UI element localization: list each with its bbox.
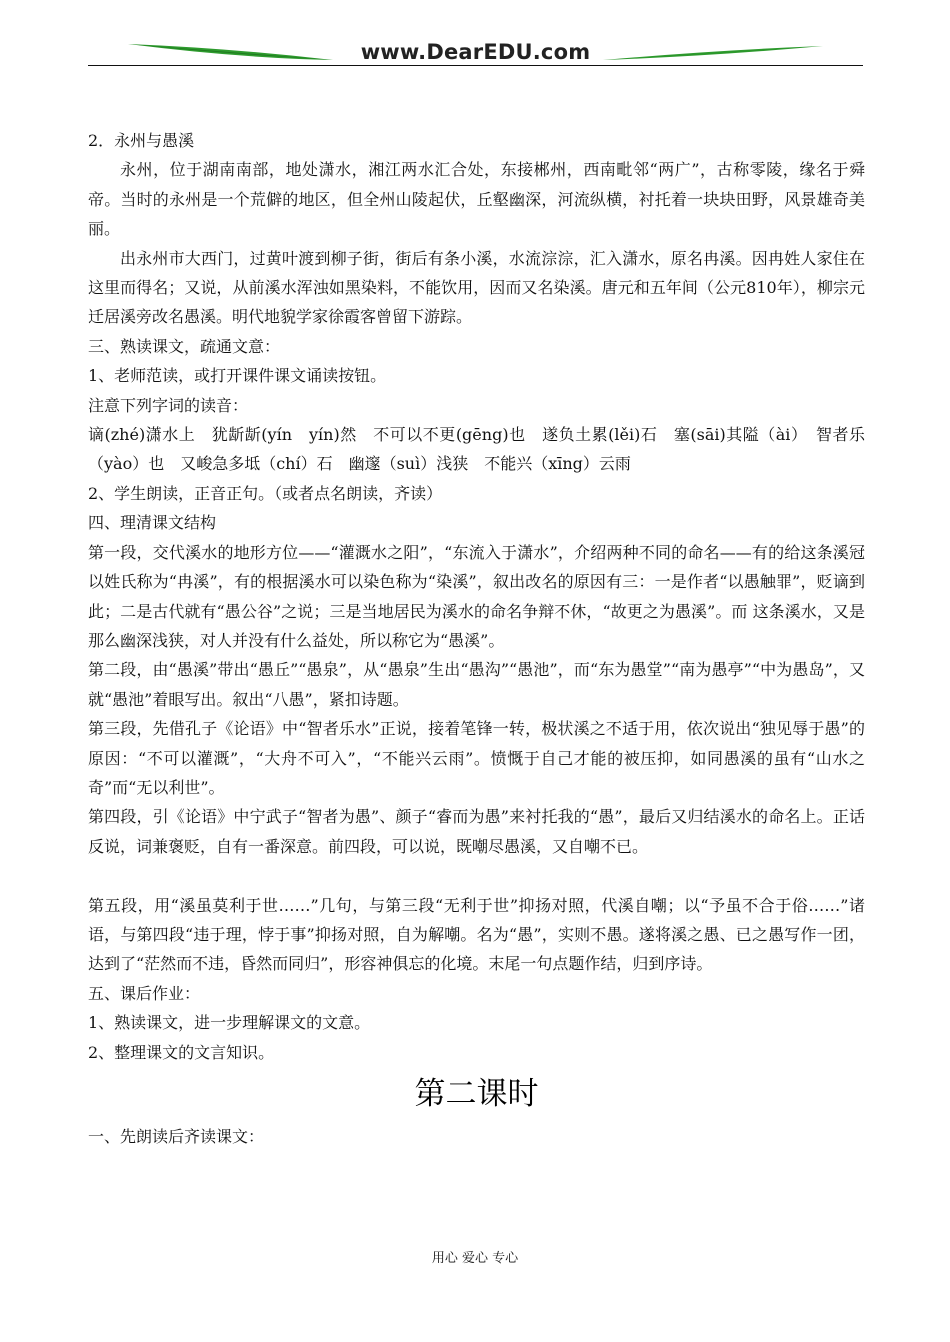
paragraph-section-4: 第四段，引《论语》中宁武子“智者为愚”、颜子“睿而为愚”来衬托我的“愚”，最后又归结溪水的命名上。正话反说，词兼褒贬，自有一番深意。前四段，可以说，既嘲尽愚溪，又自嘲不已。 — [88, 807, 865, 856]
lesson-heading: 第二课时 — [414, 1075, 539, 1112]
homework-2: 2、整理课文的文言知识。 — [88, 1042, 275, 1062]
homework-1: 1、熟读课文，进一步理解课文的文意。 — [88, 1013, 371, 1033]
paragraph-section-5: 第五段，用“溪虽莫利于世……”几句，与第三段“无利于世”抑扬对照，代溪自嘲；以“予虽不合于俗……”诸语，与第四段“违于理，悖于事”抑扬对照，自为解嘲。名为“愚”，实则不愚。遂将溪之愚、已之愚写作一团，达到了“茫然而不违，昏然而同归”，形容神俱忘的化境。末尾一句点题作结，归到序诗。 — [88, 895, 865, 974]
paragraph-section-1: 第一段，交代溪水的地形方位——“灌溉水之阳”，“东流入于潇水”，介绍两种不同的命名——有的给这条溪冠以姓氏称为“冉溪”，有的根据溪水可以染色称为“染溪”，叙出改名的原因有三：一是作者“以愚触罪”，贬谪到此；二是古代就有“愚公谷”之说；三是当地居民为溪水的命名争辩不休，“故更之为愚溪”。而 这条溪水，又是那么幽深浅狭，对人并没有什么益处，所以称它为“愚溪”。 — [88, 542, 865, 650]
blank-line — [88, 861, 865, 890]
page-footer: 用心 爱心 专心 — [431, 1251, 519, 1266]
paragraph-yuxi: 出永州市大西门，过黄叶渡到柳子街，街后有条小溪，水流淙淙，汇入潇水，原名冉溪。因冉姓人家住在这里而得名；又说，从前溪水浑浊如黑染料，不能饮用，因而又名染溪。唐元和五年间（公元810年），柳宗元迁居溪旁改名愚溪。明代地貌学家徐霞客曾留下游踪。 — [88, 248, 865, 327]
paragraph-section-3: 第三段，先借孔子《论语》中“智者乐水”正说，接着笔锋一转，极状溪之不适于用，依次说出“独见辱于愚”的原因：“不可以灌溉”，“大舟不可入”，“不能兴云雨”。愤慨于自己才能的被压抑，如同愚溪的虽有“山水之奇”而“无以利世”。 — [88, 719, 865, 797]
section-title-yongzhou: 2．永州与愚溪 — [88, 131, 195, 150]
lesson-2-step-1: 一、先朗读后齐读课文： — [88, 1126, 265, 1146]
section-heading-5: 五、课后作业： — [88, 983, 201, 1003]
document-body — [88, 126, 865, 1151]
pronunciation-list: 谪(zhé)潇水上 犹龂龂(yín yín)然 不可以不更(gēng)也 遂负土累(lěi)石 塞(sāi)其隘（ài） 智者乐（yào）也 又峻急多坻（chí）石 幽邃（suì）浅狭 不能兴（xīng）云雨 — [88, 425, 865, 474]
site-header-banner — [88, 38, 863, 68]
paragraph-section-2: 第二段，由“愚溪”带出“愚丘”“愚泉”，从“愚泉”生出“愚沟”“愚池”，而“东为愚堂”“南为愚亭”“中为愚岛”，又就“愚池”着眼写出。叙出“八愚”，紧扣诗题。 — [88, 660, 865, 709]
section-heading-4: 四、理清课文结构 — [88, 513, 217, 533]
section-heading-3: 三、熟读课文，疏通文意： — [88, 336, 281, 356]
paragraph-yongzhou: 永州，位于湖南南部，地处潇水，湘江两水汇合处，东接郴州，西南毗邻“两广”，古称零陵，缘名于舜帝。当时的永州是一个荒僻的地区，但全州山陵起伏，丘壑幽深，河流纵横，衬托着一块块田野，风景雄奇美丽。 — [88, 160, 865, 239]
site-name: www.DearEDU.com — [360, 40, 591, 64]
header-rule — [88, 65, 863, 66]
pronunciation-intro: 注意下列字词的读音： — [88, 395, 249, 415]
step-2-line: 2、学生朗读，正音正句。（或者点名朗读，齐读） — [88, 483, 443, 503]
step-1-line: 1、老师范读，或打开课件课文诵读按钮。 — [88, 366, 387, 386]
